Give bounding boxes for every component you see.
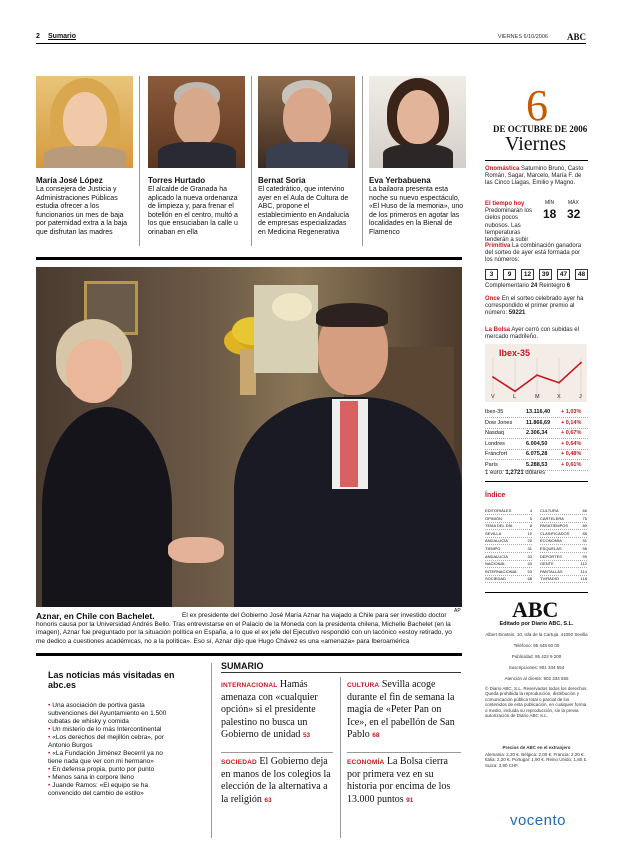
column-divider (251, 76, 252, 246)
person-name: Torres Hurtado (148, 176, 206, 185)
sumario-divider (221, 752, 333, 753)
sumario-page: 91 (406, 796, 414, 804)
chart-tick-label: J (579, 394, 582, 400)
most-visited-box (40, 666, 180, 840)
column-divider (211, 663, 212, 838)
weather-text: Predominarán los cielos pocos nubosos. Las temperaturas tenderán a subir (485, 208, 533, 244)
sumario-tag: CULTURA (347, 682, 380, 689)
sumario-tag: ECONOMÍA (347, 759, 385, 766)
index-section: EDITORIALES (485, 508, 512, 513)
day-number: 6 (526, 81, 548, 130)
most-visited-item[interactable]: • Juande Ramos: «El equipo se ha convencido del cambio de estilo» (48, 782, 176, 798)
portrait-maria-jose-lopez (36, 76, 133, 168)
index-section: TV/RADIO (540, 576, 559, 582)
index-page: 20 (527, 538, 532, 544)
index-page: 85 (582, 530, 587, 536)
complementario-label: Complementario (485, 283, 530, 289)
complementario (485, 283, 588, 290)
vocento-logo: vocento (509, 812, 567, 829)
most-visited-item[interactable]: • Un misterio de lo más Intercontinental (48, 726, 176, 734)
section-rule (36, 257, 462, 260)
market-value: 13.116,40 (526, 409, 551, 415)
masthead-rule (485, 592, 588, 593)
once (485, 296, 588, 318)
page-number: 2 (36, 33, 40, 40)
index-page: 118 (580, 576, 587, 582)
index-section: NACIONAL (485, 561, 506, 567)
index-section: GENTE (540, 561, 554, 567)
index-section: TEMA DEL DÍA (485, 523, 513, 529)
index-section: PANTALLAS (540, 568, 563, 574)
person-name: Bernat Soria (258, 176, 306, 185)
column-divider (139, 76, 140, 246)
bolsa-text: Ayer cerró con subidas el mercado madrileño. (485, 327, 579, 341)
header-rule (36, 43, 586, 44)
caption-title: Aznar, en Chile con Bachelet. (36, 611, 155, 621)
ibex-point (536, 374, 538, 376)
issue-date: VIERNES 6/10/2006 (497, 34, 548, 40)
euro-label: 1 euro: (485, 470, 504, 476)
index-page: 96 (582, 546, 587, 551)
market-change: + 0,48% (561, 451, 582, 457)
sumario-page: 68 (372, 731, 380, 739)
index-section: OPINIÓN (485, 515, 502, 521)
ibex-point (492, 376, 494, 378)
once-label: Once (485, 296, 501, 302)
ibex-point (580, 362, 582, 364)
editor: Editado por Diario ABC, S.L. (499, 621, 574, 627)
market-row (485, 440, 588, 450)
index-page: 112 (580, 561, 587, 567)
weather (485, 201, 539, 244)
primitiva-label: Primitiva (485, 243, 511, 249)
photo-credit: AP (454, 608, 461, 614)
main-photo (36, 267, 462, 607)
temperature-box (540, 200, 586, 226)
index-section: ANDALUCÍA (485, 553, 508, 559)
sumario-page: 63 (264, 796, 272, 804)
sumario-item (347, 679, 461, 742)
bottom-rule (36, 653, 462, 656)
market-name: Fráncfort (485, 451, 508, 457)
most-visited-item[interactable]: • «La Fundación Jiménez Becerril ya no tiene nada que ver con mi hermano» (48, 750, 176, 766)
index-page: 31 (527, 546, 532, 551)
market-row (485, 429, 588, 439)
sumario-item (221, 756, 335, 807)
portrait-torres-hurtado (148, 76, 245, 168)
index-page: 80 (582, 523, 587, 529)
sumario-item (347, 756, 461, 807)
index-section: ECONOMÍA (540, 538, 562, 544)
temp-min: 18 (543, 207, 557, 221)
index-rule (485, 481, 588, 482)
sumario-text: Hamás amenaza con «cualquier opción» si el presidente palestino no busca un Gobierno de unidad (221, 679, 318, 740)
primitiva-text: La combinación ganadora del sorteo de ayer está formada por los números: (485, 243, 582, 264)
person-description: La bailaora presenta esta noche su nuevo espectáculo, «El Huso de la memoria», uno de los primeros en agotar las localidades en la Bienal de Flamenco (369, 186, 464, 236)
once-number: 59221 (508, 310, 526, 317)
section-title: Sumario (48, 33, 77, 40)
index-section: ANDALUCÍA (485, 538, 508, 544)
most-visited-title: Las noticias más visitadas en abc.es (48, 670, 175, 690)
market-change: + 0,14% (561, 419, 582, 426)
weather-label: El tiempo hoy (485, 201, 525, 207)
market-name: Londres (485, 440, 505, 447)
abc-logo: ABC (512, 597, 559, 622)
market-change: + 0,67% (561, 430, 582, 436)
market-name: Ibex-35 (485, 409, 504, 415)
column-divider (340, 677, 341, 838)
most-visited-item[interactable]: • Una asociación de portiva gasta subvenciones del Ayuntamiento en 1.500 cubatas de whisky y comida (48, 702, 176, 726)
brand-logo: ABC (566, 32, 586, 42)
index-page: 33 (527, 553, 532, 559)
column-divider (362, 76, 363, 246)
sumario-text: Sevilla acoge durante el fin de semana la magia de «Peter Pan on Ice», en el pabellón de San Pablo (347, 679, 455, 740)
euro-unit: dólares (525, 470, 546, 476)
page-header (36, 33, 586, 43)
lottery-number: 48 (575, 269, 588, 280)
market-change: + 0,61% (561, 461, 582, 468)
bolsa-label: La Bolsa (485, 327, 511, 333)
index-section: SEVILLA (485, 530, 502, 536)
ads-phone: Publicidad: 95 422 9 200 (511, 654, 562, 659)
reintegro-label: Reintegro (539, 283, 566, 289)
sumario-divider (347, 752, 461, 753)
market-row (485, 419, 588, 429)
market-value: 6.004,50 (526, 440, 548, 447)
chart-tick-label: L (513, 394, 517, 400)
market-row (485, 408, 588, 418)
index-section: CLASIFICADOS (540, 530, 570, 536)
chart-tick-label: X (557, 394, 561, 400)
index-page: 4 (529, 508, 532, 513)
temp-min-label: MÍN (545, 200, 555, 206)
market-change: + 1,03% (561, 409, 582, 415)
sumario-tag: SOCIEDAD (221, 759, 257, 766)
most-visited-item[interactable]: • «Los derechos del mejillón cebra», por Antonio Burgos (48, 734, 176, 750)
most-visited-item[interactable]: • En defensa propia, punto por punto (48, 766, 176, 774)
market-change: + 0,64% (561, 440, 582, 447)
temp-max-label: MÁX (568, 200, 579, 206)
date-rule (485, 160, 588, 161)
person-description: El alcalde de Granada ha aplicado la nueva ordenanza de limpieza y, para frenar el botellón en el centro, multó a los que ensuciaban la calle u orinaban en ella (148, 186, 238, 236)
lottery-number: 3 (485, 269, 498, 280)
index-section: TIEMPO (485, 546, 501, 551)
index-page: 91 (582, 538, 587, 544)
index-row[interactable] (485, 574, 532, 583)
index-section: CARTELERA (540, 515, 564, 521)
index-page: 53 (527, 568, 532, 574)
market-value: 2.306,34 (526, 430, 548, 436)
person-description: El catedrático, que intervino ayer en el Aula de Cultura de ABC, propone el establecimiento en Andalucía de empresas especializadas en Medicina Regenerativa (258, 186, 350, 236)
ibex-point (514, 390, 516, 392)
index-page: 75 (582, 515, 587, 521)
sumario-text: La Bolsa cierra por primera vez en su historia por encima de los 13.000 puntos (347, 756, 451, 805)
lottery-number: 39 (539, 269, 552, 280)
complementario-value: 24 (530, 283, 538, 289)
photo-caption: El ex presidente del Gobierno José María Aznar ha viajado a Chile para ser investido doctor honoris causa por la Universidad Andrés Bello. Tras entrevistarse en el Palacio de la Moneda con la presidenta chilena, Michelle Bachelet (en la imagen), Aznar fue preguntado por la situación política en España, a lo que el ex jefe del Ejecutivo respondió con un lacónico «estoy retirado, yo me dedico a cuestiones académicas, no a la política». Eso sí, Aznar dijo que Hugo Chávez es una «amenaza» para Iberoamérica (36, 612, 452, 645)
phone: Teléfono: 95 448 60 00 (513, 643, 560, 648)
month-year: DE OCTUBRE DE 2006 (493, 124, 588, 134)
market-name: Dow Jones (485, 419, 513, 426)
market-name: Nasdaq (485, 430, 504, 436)
market-name: París (485, 461, 498, 468)
sumario-text: El Gobierno deja en manos de los colegios la elección de la alternativa a la religión (221, 756, 331, 805)
person-description: La consejera de Justicia y Administraciones Públicas estudia ofrecer a los funcionarios un mes de baja por paternidad extra a la baja que disfrutan las madres (36, 186, 128, 236)
lottery-number: 9 (503, 269, 516, 280)
index-page: 66 (582, 508, 587, 513)
sumario-title: SUMARIO (221, 661, 264, 671)
sumario-rule (221, 672, 461, 673)
index-section: PASATIEMPOS (540, 523, 569, 529)
index-section: INTERNACIONAL (485, 568, 518, 574)
onomastica-text: Saturnino Bruno, Casto Román, Sagar, Marcelo, María F. de las Cinco Llagas, Emilio y Magno. (485, 166, 584, 187)
ibex-point (558, 382, 560, 384)
prices: Alemania: 2,20 €. Bélgica: 2,00 €. Francia: 2,20 €. Italia: 2,20 €. Portugal: 1,90 €. Reino Unido: 1,80 £. Suiza: 3,90 CHF. (485, 752, 588, 768)
lottery-number: 47 (557, 269, 570, 280)
address: Albert Einstein, 10, Isla de la Cartuja. 41092 Sevilla (485, 632, 588, 637)
weekday: Viernes (505, 133, 566, 155)
person-name: Eva Yerbabuena (369, 176, 431, 185)
index-page: 114 (580, 568, 587, 574)
chart-title: Ibex-35 (499, 348, 531, 358)
once-text: En el sorteo celebrado ayer ha correspondido el primer premio al número: (485, 296, 584, 317)
market-row (485, 461, 588, 471)
lottery-number: 12 (521, 269, 534, 280)
sumario-tag: INTERNACIONAL (221, 682, 278, 689)
index-row[interactable] (540, 574, 587, 583)
index-page: 58 (527, 576, 532, 582)
onomastica-label: Onomástica (485, 166, 520, 172)
market-value: 5.288,53 (526, 461, 548, 468)
index-section: ESQUELAS (540, 546, 562, 551)
sumario-page: 53 (302, 731, 311, 739)
prices-title: Precios de ABC en el extranjero (502, 745, 571, 750)
index-title: Índice (485, 492, 506, 499)
temp-max: 32 (567, 207, 581, 221)
index-page: 5 (529, 515, 532, 521)
onomastica (485, 166, 588, 188)
person-name: María José López (36, 176, 103, 185)
most-visited-item[interactable]: • Menos sana in corpore lleno (48, 774, 176, 782)
market-row (485, 450, 588, 460)
index-page: 8 (529, 523, 532, 529)
portrait-bernat-soria (258, 76, 355, 168)
index-page: 99 (582, 553, 587, 559)
market-value: 6.075,28 (526, 451, 548, 457)
sumario-item (221, 679, 335, 742)
chart-tick-label: V (491, 394, 495, 400)
portrait-eva-yerbabuena (369, 76, 466, 168)
reintegro-value: 6 (566, 283, 571, 289)
subs-phone: Suscripciones: 901 334 554 (508, 665, 565, 670)
index-section: SOCIEDAD (485, 576, 506, 582)
index-section: CULTURA (540, 508, 559, 513)
legal-notice: © Diario ABC, S.L. Reservados todos los derechos. Queda prohibida la reproducción, distribución y comunicación pública total o parcial de los contenidos de esta publicación, en cualquier forma o medio, incluida su reproducción, sin la previa autorización de Diario ABC S.L. (485, 686, 588, 719)
index-page: 43 (527, 561, 532, 567)
primitiva (485, 243, 588, 265)
euro-value: 1,2721 (505, 470, 524, 476)
euro-rate (485, 470, 588, 477)
index-page: 10 (527, 530, 532, 536)
index-section: DEPORTES (540, 553, 562, 559)
bolsa (485, 327, 588, 341)
market-value: 11.866,69 (526, 419, 551, 426)
chart-tick-label: M (535, 394, 540, 400)
reader-phone: Atención al cliente: 902 334 555 (504, 676, 569, 681)
